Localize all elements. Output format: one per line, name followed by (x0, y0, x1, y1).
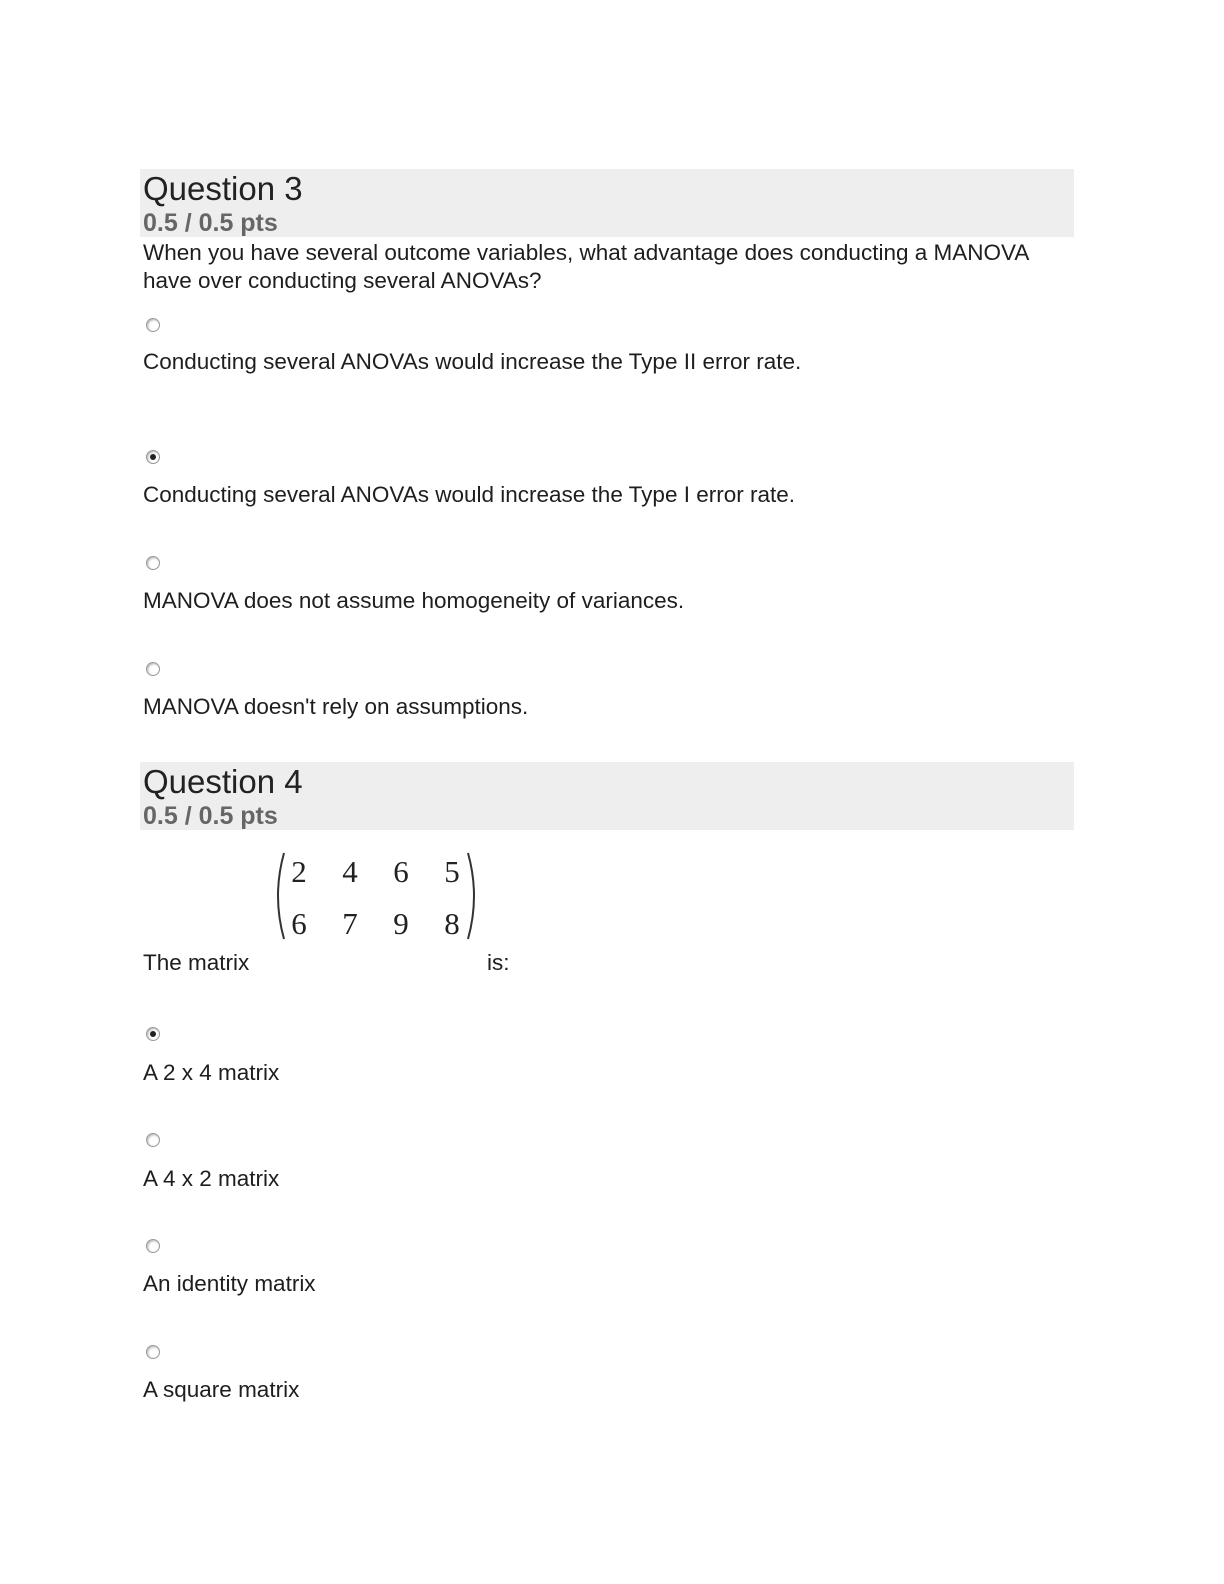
q3-answer-4-radio[interactable] (146, 662, 160, 676)
q4-answer-2-label[interactable]: A 4 x 2 matrix (143, 1166, 280, 1191)
matrix-cell: 8 (444, 906, 460, 941)
question-3-header (140, 169, 1074, 237)
question-3-text: When you have several outcome variables, what advantage does conducting a MANOVA have over conducting several ANOVAs? (143, 240, 1029, 293)
matrix-image (270, 851, 482, 941)
q4-answer-1-radio[interactable] (146, 1027, 160, 1041)
matrix-cell: 4 (342, 854, 358, 889)
question-4-header (140, 762, 1074, 830)
matrix-cell: 9 (393, 906, 409, 941)
matrix-cell: 6 (291, 906, 307, 941)
q3-answer-2-radio[interactable] (146, 450, 160, 464)
matrix-cell: 2 (291, 854, 307, 889)
q4-answer-4-label[interactable]: A square matrix (143, 1377, 300, 1402)
q4-answer-4-radio[interactable] (146, 1345, 160, 1359)
q3-answer-1-label[interactable]: Conducting several ANOVAs would increase the Type II error rate. (143, 349, 802, 374)
q3-answer-3-radio[interactable] (146, 556, 160, 570)
q3-answer-1-radio[interactable] (146, 318, 160, 332)
question-3-title: Question 3 (143, 170, 303, 207)
q4-answer-2-radio[interactable] (146, 1133, 160, 1147)
q4-answer-3-radio[interactable] (146, 1239, 160, 1253)
matrix-prompt-suffix: is: (487, 950, 510, 975)
q4-answer-3-label[interactable]: An identity matrix (143, 1271, 316, 1296)
matrix-cell: 7 (342, 906, 358, 941)
question-3-points: 0.5 / 0.5 pts (143, 209, 278, 237)
matrix-prompt-prefix: The matrix (143, 950, 250, 975)
q3-answer-4-label[interactable]: MANOVA doesn't rely on assumptions. (143, 694, 529, 719)
question-4-points: 0.5 / 0.5 pts (143, 802, 278, 830)
q3-answer-3-label[interactable]: MANOVA does not assume homogeneity of variances. (143, 588, 685, 613)
question-4-title: Question 4 (143, 763, 303, 800)
matrix-cell: 5 (444, 854, 460, 889)
q4-answer-1-label[interactable]: A 2 x 4 matrix (143, 1060, 280, 1085)
matrix-cell: 6 (393, 854, 409, 889)
q3-answer-2-label[interactable]: Conducting several ANOVAs would increase the Type I error rate. (143, 482, 795, 507)
